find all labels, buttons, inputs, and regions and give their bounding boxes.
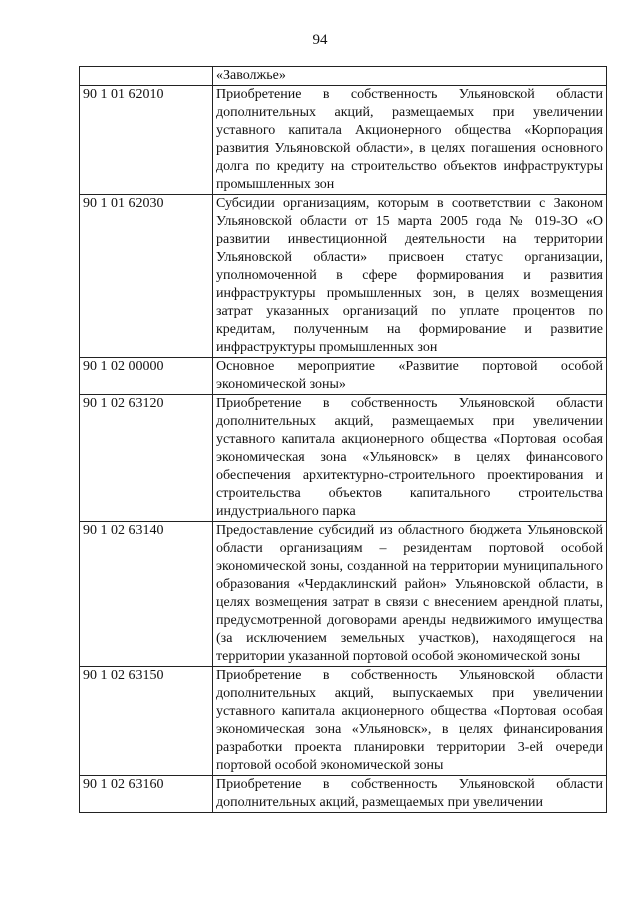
budget-codes-table bbox=[79, 66, 607, 813]
description-cell: Субсидии организациям, которым в соответствии с Законом Ульяновской области от 15 марта 2005 года № 019-ЗО «О развитии инвестиционной деятельности на территории Ульяновской области» присвоен статус организации, уполномоченной в сфере формирования и развития инфраструктуры промышленных зон, в целях возмещения затрат указанных организаций по уплате процентов по кредитам, полученным на формирование и развитие инфраструктуры промышленных зон bbox=[213, 195, 607, 358]
table-row bbox=[80, 522, 607, 667]
description-cell: Приобретение в собственность Ульяновской области дополнительных акций, размещаемых при увеличении уставного капитала акционерного общества «Портовая особая экономическая зона «Ульяновск» в целях финансового обеспечения архитектурно-строительного проектирования и строительства объектов капитального строительства индустриального парка bbox=[213, 395, 607, 522]
code-cell: 90 1 02 63160 bbox=[80, 776, 213, 813]
table-row bbox=[80, 395, 607, 522]
table-row bbox=[80, 67, 607, 86]
table-row bbox=[80, 86, 607, 195]
table-row bbox=[80, 195, 607, 358]
code-cell bbox=[80, 67, 213, 86]
table-row bbox=[80, 776, 607, 813]
description-cell: Приобретение в собственность Ульяновской области дополнительных акций, выпускаемых при увеличении уставного капитала акционерного общества «Портовая особая экономическая зона «Ульяновск», в целях финансирования разработки проекта планировки территории 3-ей очереди портовой особой экономической зоны bbox=[213, 667, 607, 776]
code-cell: 90 1 02 00000 bbox=[80, 358, 213, 395]
table-row bbox=[80, 667, 607, 776]
description-cell: Предоставление субсидий из областного бюджета Ульяновской области организациям – резидентам портовой особой экономической зоны, созданной на территории муниципального образования «Чердаклинский район» Ульяновской области, в целях возмещения затрат в связи с внесением арендной платы, предусмотренной договорами аренды недвижимого имущества (за исключением земельных участков), находящегося на территории указанной портовой особой экономической зоны bbox=[213, 522, 607, 667]
code-cell: 90 1 02 63150 bbox=[80, 667, 213, 776]
code-cell: 90 1 01 62010 bbox=[80, 86, 213, 195]
description-cell: Приобретение в собственность Ульяновской области дополнительных акций, размещаемых при увеличении bbox=[213, 776, 607, 813]
table-row bbox=[80, 358, 607, 395]
description-cell: Основное мероприятие «Развитие портовой особой экономической зоны» bbox=[213, 358, 607, 395]
code-cell: 90 1 02 63120 bbox=[80, 395, 213, 522]
page-number: 94 bbox=[312, 32, 328, 48]
code-cell: 90 1 01 62030 bbox=[80, 195, 213, 358]
description-cell: Приобретение в собственность Ульяновской области дополнительных акций, размещаемых при увеличении уставного капитала Акционерного общества «Корпорация развития Ульяновской области», в целях погашения основного долга по кредиту на строительство объектов инфраструктуры промышленных зон bbox=[213, 86, 607, 195]
code-cell: 90 1 02 63140 bbox=[80, 522, 213, 667]
description-cell: «Заволжье» bbox=[213, 67, 607, 86]
